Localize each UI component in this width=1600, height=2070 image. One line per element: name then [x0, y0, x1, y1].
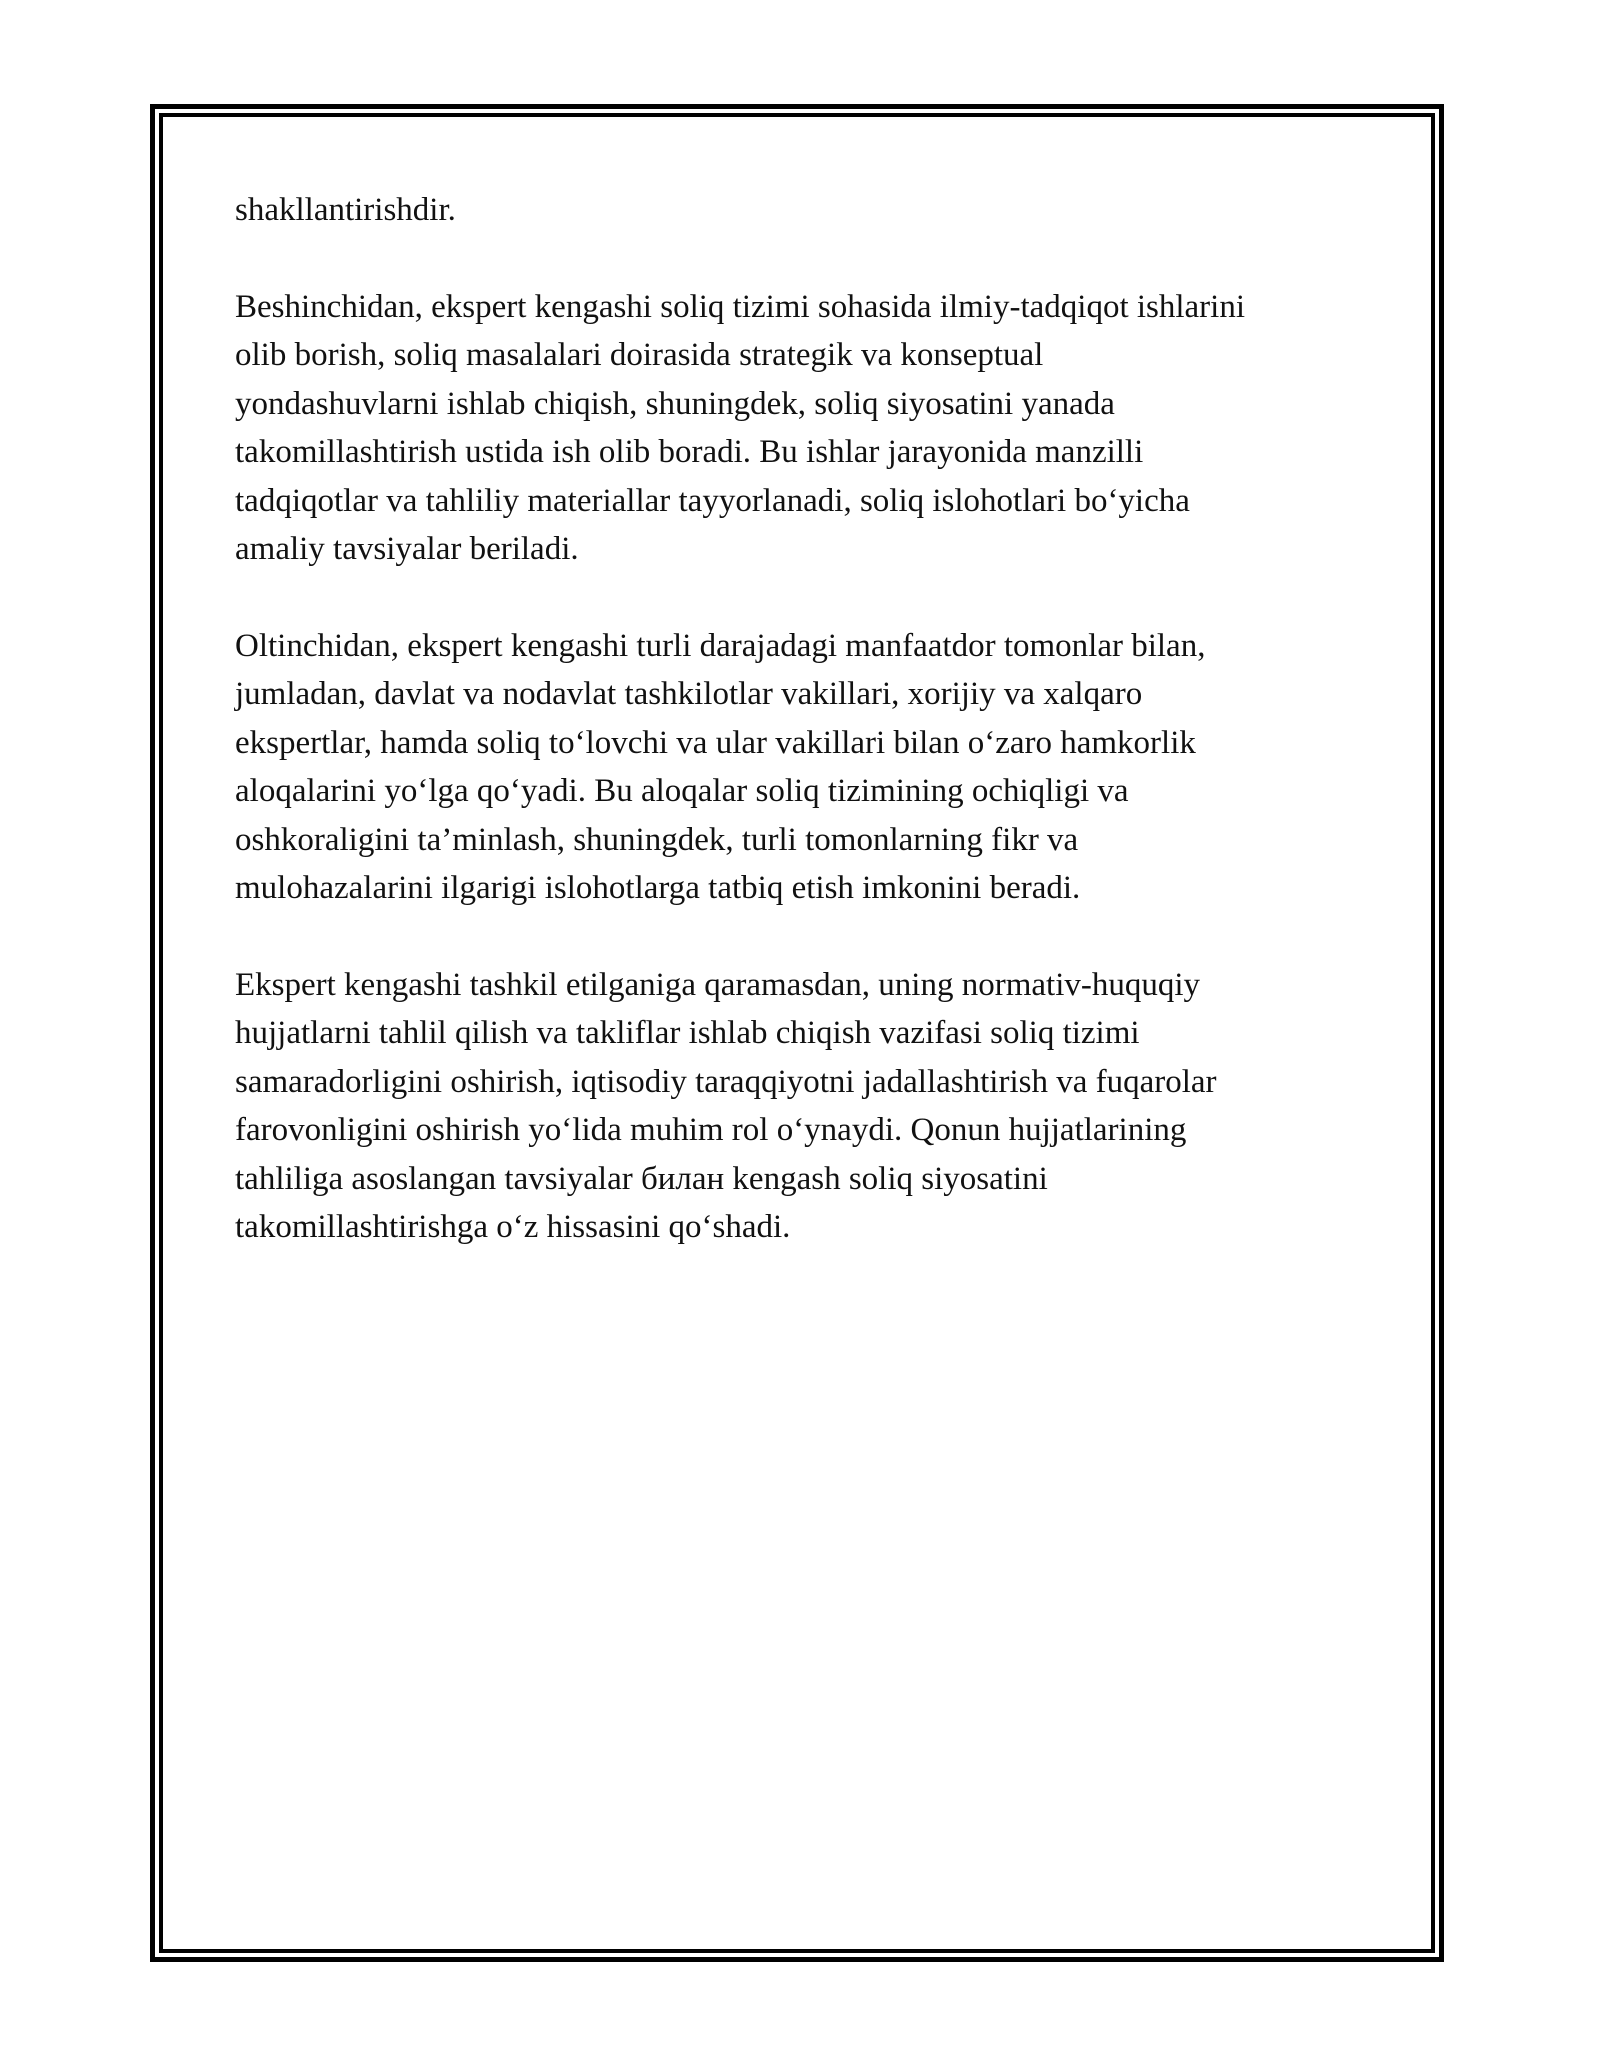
paragraph-2: Beshinchidan, ekspert kengashi soliq tizimi sohasida ilmiy-tadqiqot ishlarini olib borish, soliq masalalari doirasida strategik va konseptual yondashuvlarni ishlab chiqish, shuningdek, soliq siyosatini yanada takomillashtirish ustida ish olib boradi. Bu ishlar jarayonida manzilli tadqiqotlar va tahliliy materiallar tayyorlanadi, soliq islohotlari bo‘yicha amaliy tavsiyalar beriladi. [235, 288, 1246, 567]
paragraph-spacer [235, 235, 1365, 283]
paragraph-spacer [235, 574, 1365, 622]
paragraph-3: Oltinchidan, ekspert kengashi turli darajadagi manfaatdor tomonlar bilan, jumladan, davlat va nodavlat tashkilotlar vakillari, xorijiy va xalqaro ekspertlar, hamda soliq to‘lovchi va ular vakillari bilan o‘zaro hamkorlik aloqalarini yo‘lga qo‘yadi. Bu aloqalar soliq tizimining ochiqligi va oshkoraligini ta’minlash, shuningdek, turli tomonlarning fikr va mulohazalarini ilgarigi islohotlarga tatbiq etish imkonini beradi. [235, 627, 1206, 906]
document-body [235, 186, 1365, 1252]
paragraph-spacer [235, 913, 1365, 961]
paragraph-4: Ekspert kengashi tashkil etilganiga qaramasdan, uning normativ-huquqiy hujjatlarni tahlil qilish va takliflar ishlab chiqish vazifasi soliq tizimi samaradorligini oshirish, iqtisodiy taraqqiyotni jadallashtirish va fuqarolar farovonligini oshirish yo‘lida muhim rol o‘ynaydi. Qonun hujjatlarining tahliliga asoslangan tavsiyalar билан kengash soliq siyosatini takomillashtirishga o‘z hissasini qo‘shadi. [235, 966, 1217, 1245]
paragraph-1: shakllantirishdir. [235, 192, 456, 228]
